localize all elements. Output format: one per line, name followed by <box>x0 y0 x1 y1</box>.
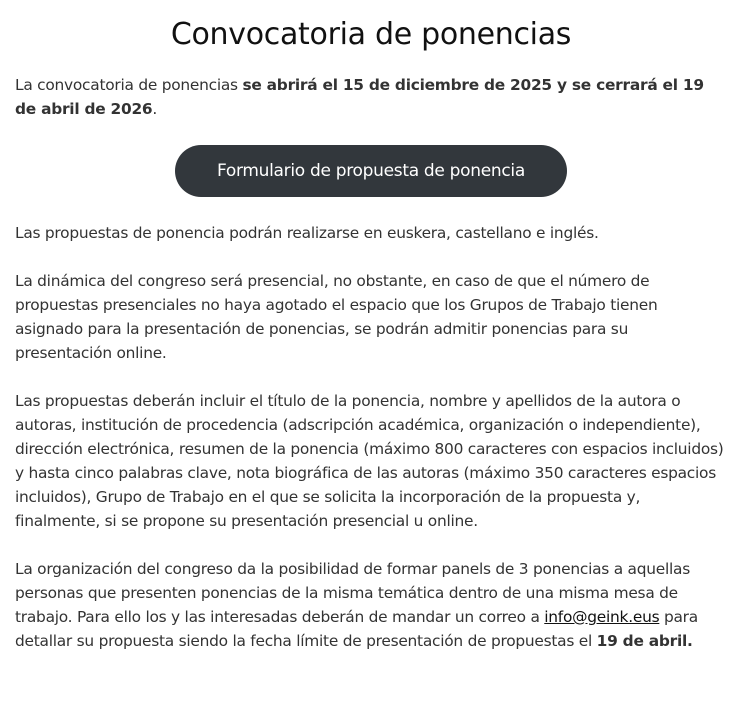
panels-text: La organización del congreso da la posibilidad de formar panels de 3 ponencias a aquellas personas que presenten ponencias de la misma temática dentro de una misma mesa de trabajo. Para ello los y las interesadas deberán de mandar un correo a <box>15 560 690 626</box>
languages-paragraph: Las propuestas de ponencia podrán realizarse en euskera, castellano e inglés. <box>15 224 599 242</box>
email-link[interactable]: info@geink.eus <box>544 608 660 626</box>
panels-paragraph <box>15 557 727 653</box>
intro-paragraph <box>15 73 727 121</box>
deadline-date: 19 de abril. <box>596 632 693 650</box>
intro-text: La convocatoria de ponencias <box>15 76 243 94</box>
intro-suffix: . <box>152 100 158 118</box>
page-title: Convocatoria de ponencias <box>170 17 572 52</box>
button-container <box>15 145 727 197</box>
intro-dates: se abrirá el 15 de diciembre de 2025 y se cerrará el 19 de abril de 2026 <box>15 76 704 118</box>
dynamics-paragraph: La dinámica del congreso será presencial, no obstante, en caso de que el número de propuestas presenciales no haya agotado el espacio que los Grupos de Trabajo tienen asignado para la presentación de ponencias, se podrán admitir ponencias para su presentación online. <box>15 272 658 362</box>
requirements-paragraph: Las propuestas deberán incluir el título de la ponencia, nombre y apellidos de la autora o autoras, institución de procedencia (adscripción académica, organización o independiente), dirección electrónica, resumen de la ponencia (máximo 800 caracteres con espacios incluidos) y hasta cinco palabras clave, nota biográfica de las autoras (máximo 350 caracteres espacios incluidos), Grupo de Trabajo en el que se solicita la incorporación de la propuesta y, finalmente, si se propone su presentación presencial u online. <box>15 392 724 530</box>
proposal-form-button[interactable]: Formulario de propuesta de ponencia <box>175 145 567 197</box>
panels-text-middle: para detallar su propuesta siendo la fecha límite de presentación de propuestas el <box>15 608 698 650</box>
